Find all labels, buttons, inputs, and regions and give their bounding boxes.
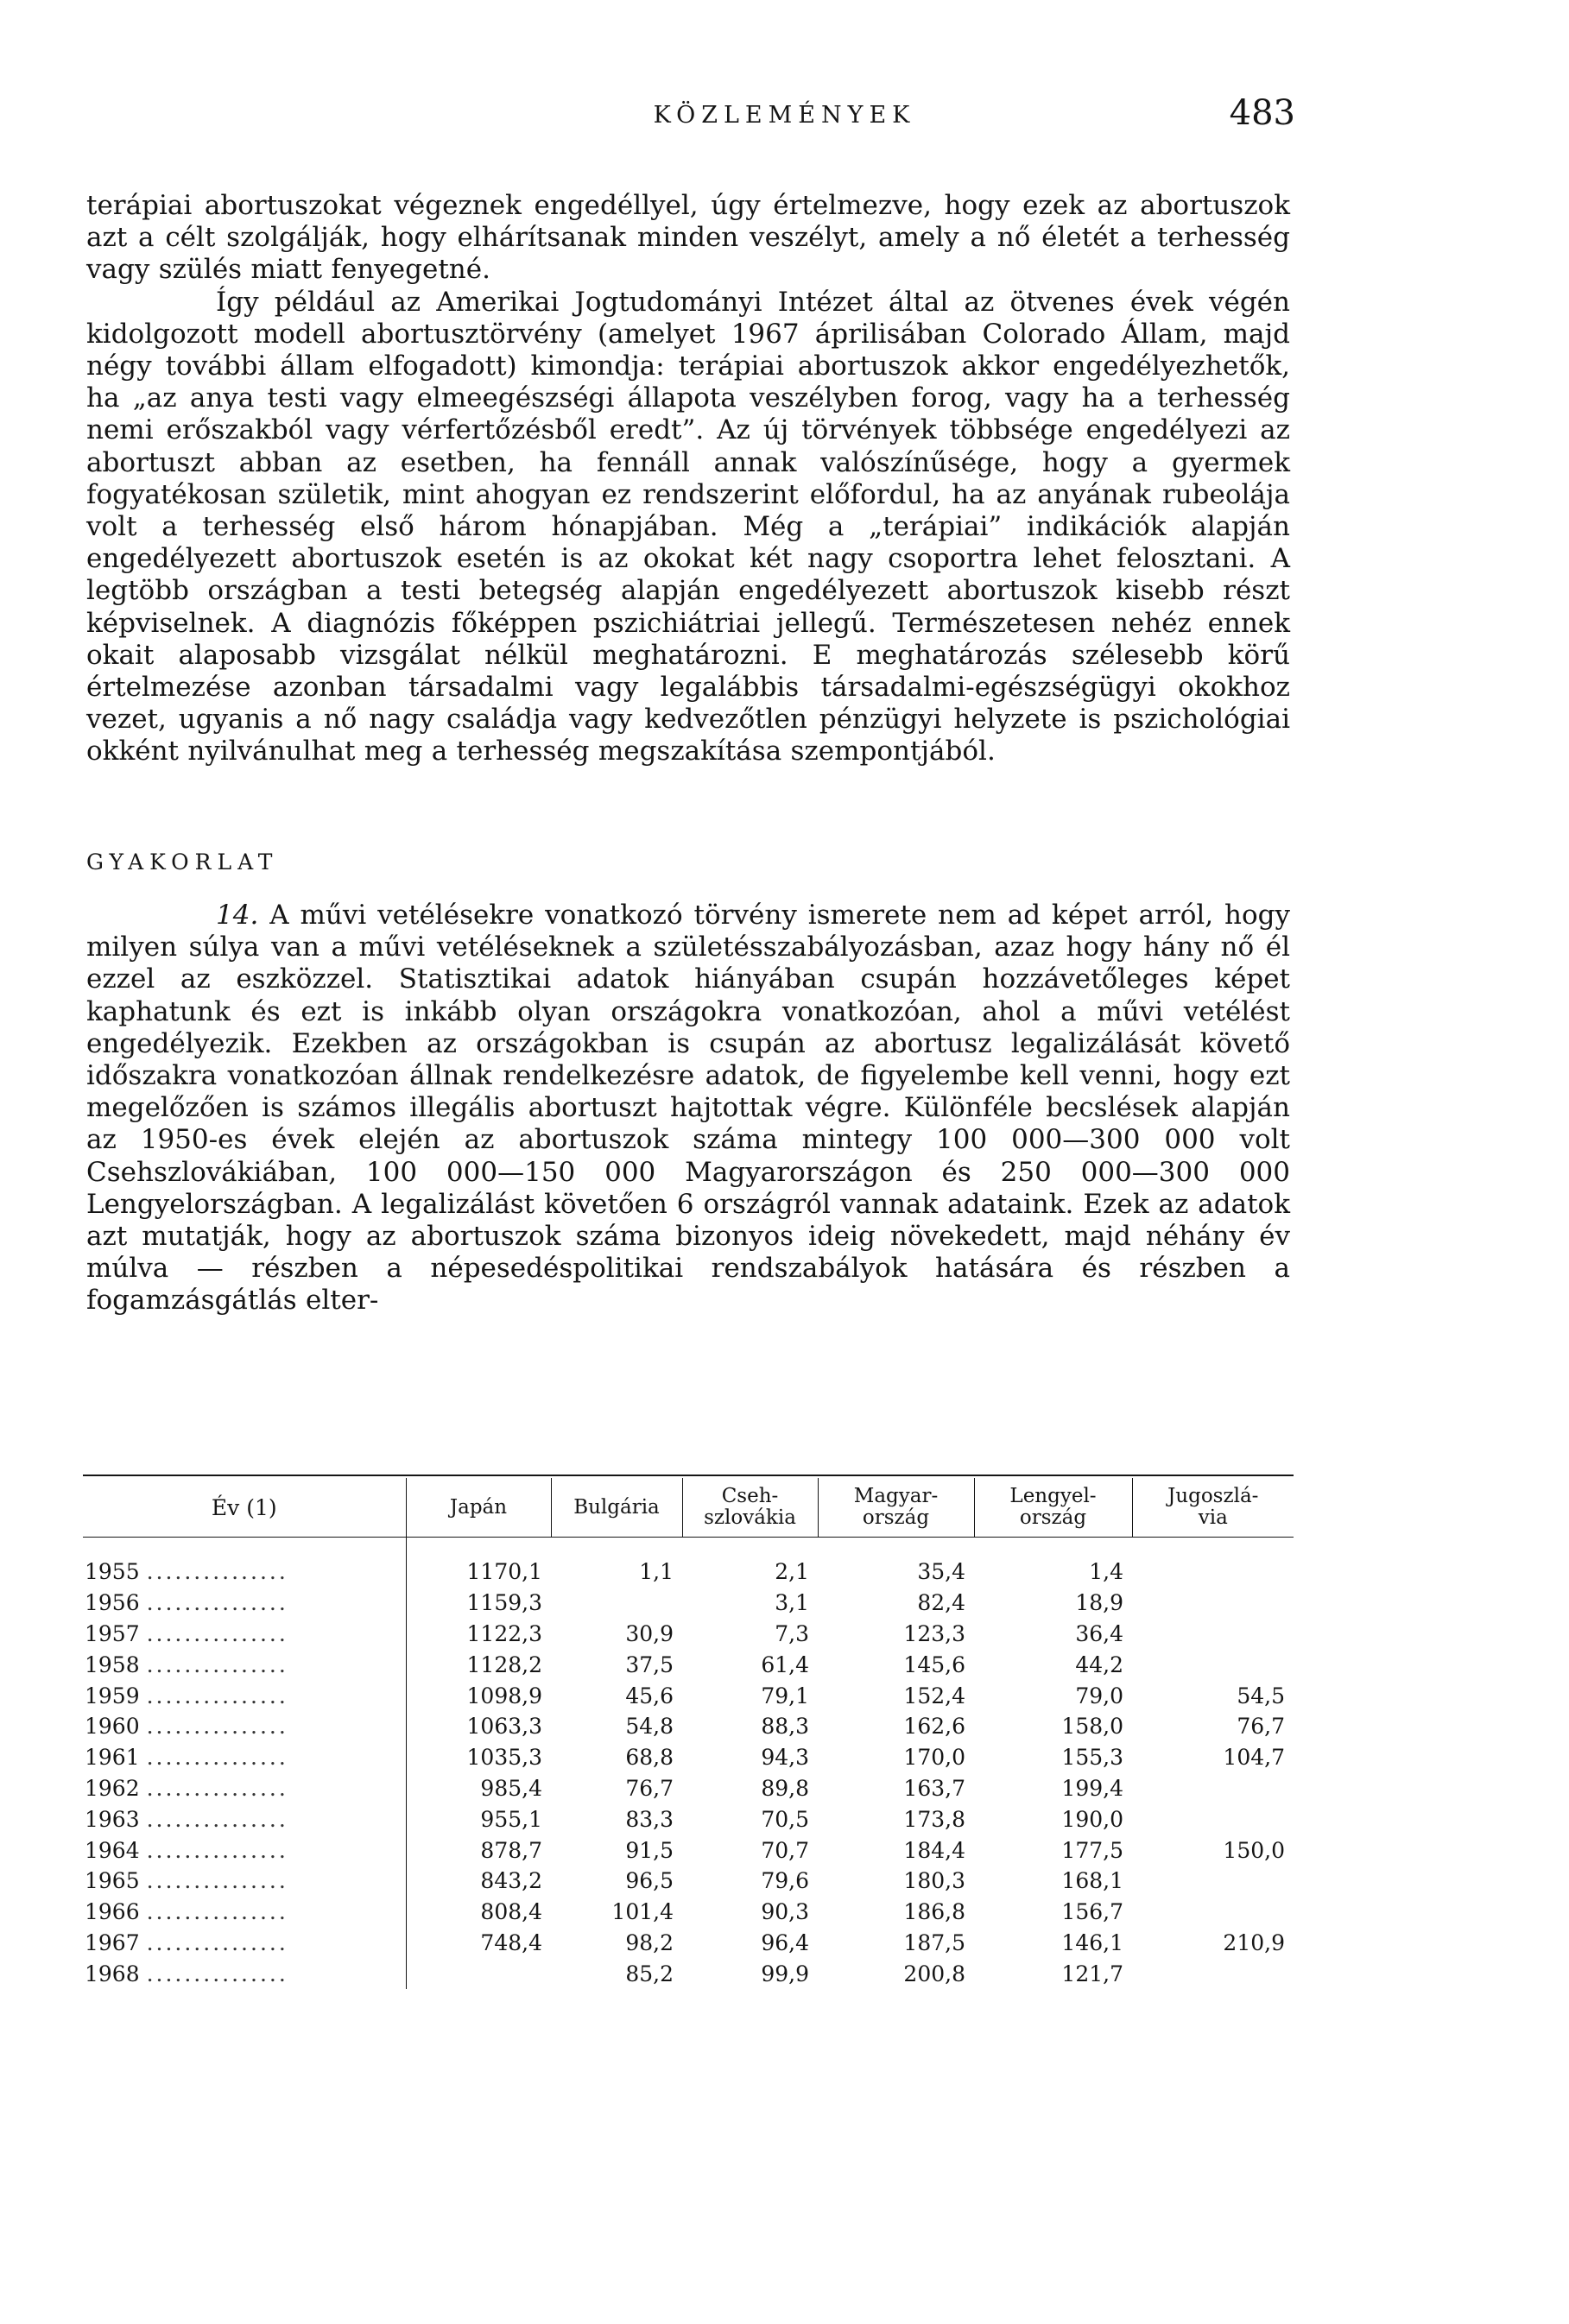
cell-bulgaria — [551, 1588, 682, 1619]
leader-dots: ............... — [146, 1683, 288, 1708]
leader-dots: ............... — [146, 1837, 288, 1863]
cell-poland: 1,4 — [1089, 1559, 1123, 1585]
cell-yugoslavia — [1132, 1538, 1294, 1588]
paragraph-number: 14. — [216, 900, 259, 931]
column-header-hungary: Magyar- ország — [818, 1478, 974, 1538]
cell-hungary: 184,4 — [903, 1837, 965, 1863]
cell-hungary: 162,6 — [903, 1714, 965, 1740]
table-row — [83, 1803, 1294, 1835]
cell-bulgaria: 45,6 — [625, 1683, 674, 1708]
year-label: 1956 — [85, 1590, 140, 1616]
cell-hungary: 145,6 — [903, 1651, 965, 1677]
column-header-yugoslavia: Jugoszlá- via — [1132, 1478, 1294, 1538]
table-row — [83, 1897, 1294, 1928]
year-label: 1960 — [85, 1714, 140, 1740]
cell-yugoslavia — [1132, 1897, 1294, 1928]
cell-poland: 155,3 — [1061, 1745, 1123, 1771]
year-label: 1955 — [85, 1559, 140, 1585]
cell-hungary: 170,0 — [903, 1745, 965, 1771]
body-text-top — [86, 190, 1290, 768]
cell-czechoslovakia: 2,1 — [775, 1559, 809, 1585]
cell-hungary: 200,8 — [903, 1961, 965, 1986]
table-row — [83, 1773, 1294, 1804]
cell-year — [83, 1588, 406, 1619]
cell-poland: 121,7 — [1061, 1961, 1123, 1986]
year-label: 1967 — [85, 1929, 140, 1955]
cell-poland: 190,0 — [1061, 1806, 1123, 1832]
table-row — [83, 1680, 1294, 1711]
cell-japan: 955,1 — [406, 1803, 551, 1835]
cell-year — [83, 1958, 406, 1989]
year-label: 1968 — [85, 1961, 140, 1986]
cell-czechoslovakia: 70,5 — [761, 1806, 809, 1832]
table-row — [83, 1711, 1294, 1742]
cell-japan: 1170,1 — [406, 1538, 551, 1588]
cell-poland: 44,2 — [1075, 1651, 1123, 1677]
cell-hungary: 152,4 — [903, 1683, 965, 1708]
table-row — [83, 1928, 1294, 1959]
leader-dots: ............... — [146, 1899, 288, 1925]
cell-japan: 878,7 — [406, 1835, 551, 1866]
cell-bulgaria: 101,4 — [611, 1899, 674, 1925]
table-header-row — [83, 1478, 1294, 1538]
leader-dots: ............... — [146, 1806, 288, 1832]
year-label: 1964 — [85, 1837, 140, 1863]
cell-japan — [406, 1958, 551, 1989]
cell-czechoslovakia: 89,8 — [761, 1775, 809, 1801]
cell-year — [83, 1711, 406, 1742]
cell-japan: 1122,3 — [406, 1619, 551, 1650]
paragraph-continued: terápiai abortuszokat végeznek engedéllyel, úgy értelmezve, hogy ezek az abortuszok azt a célt szolgálják, hogy elhárítsanak minden veszélyt, amely a nő életét a terhesség vagy szülés miatt fenyegetné. — [86, 190, 1290, 286]
cell-japan: 808,4 — [406, 1897, 551, 1928]
cell-year — [83, 1866, 406, 1897]
table-body — [83, 1538, 1294, 1990]
cell-czechoslovakia: 96,4 — [761, 1929, 809, 1955]
leader-dots: ............... — [146, 1961, 288, 1986]
paragraph-14-text: A művi vetélésekre vonatkozó törvény ismerete nem ad képet arról, hogy milyen súlya van a művi vetéléseknek a születésszabályozásban, azaz hogy hány nő él ezzel az eszközzel. Statisztikai adatok hiányában csupán hozzávetőleges képet kaphatunk és ezt is inkább olyan országokra vonatkozóan, ahol a művi vetélést engedélyezik. Ezekben az országokban is csupán az abortusz legalizálását követő időszakra vonatkozóan állnak rendelkezésre adatok, de figyelembe kell venni, hogy ezt megelőzően is számos illegális abortuszt hajtottak végre. Különféle becslések alapján az 1950-es évek elején az abortuszok száma mintegy 100 000—300 000 volt Csehszlovákiában, 100 000—150 000 Magyarországon és 250 000—300 000 Lengyelországban. A legalizálást követően 6 országról vannak adataink. Ezek az adatok azt mutatják, hogy az abortuszok száma bizonyos ideig növekedett, majd néhány év múlva — részben a népesedéspolitikai rendszabályok hatására és részben a fogamzásgátlás elter- — [86, 900, 1290, 1317]
cell-yugoslavia: 76,7 — [1237, 1714, 1285, 1740]
running-title: KÖZLEMÉNYEK — [653, 102, 916, 129]
cell-czechoslovakia: 7,3 — [775, 1620, 809, 1646]
cell-bulgaria: 68,8 — [625, 1745, 674, 1771]
column-header-japan: Japán — [406, 1478, 551, 1538]
cell-yugoslavia: 104,7 — [1223, 1745, 1285, 1771]
cell-poland: 168,1 — [1061, 1868, 1123, 1894]
cell-hungary: 35,4 — [917, 1559, 965, 1585]
cell-hungary: 180,3 — [903, 1868, 965, 1894]
cell-hungary: 163,7 — [903, 1775, 965, 1801]
column-header-year: Év (1) — [83, 1478, 406, 1538]
year-label: 1958 — [85, 1651, 140, 1677]
cell-japan: 843,2 — [406, 1866, 551, 1897]
cell-poland: 158,0 — [1061, 1714, 1123, 1740]
table-row — [83, 1649, 1294, 1680]
cell-yugoslavia — [1132, 1803, 1294, 1835]
cell-poland: 36,4 — [1075, 1620, 1123, 1646]
cell-poland: 199,4 — [1061, 1775, 1123, 1801]
cell-year — [83, 1649, 406, 1680]
cell-bulgaria: 83,3 — [625, 1806, 674, 1832]
cell-czechoslovakia: 79,6 — [761, 1868, 809, 1894]
cell-japan: 1159,3 — [406, 1588, 551, 1619]
leader-dots: ............... — [146, 1559, 288, 1585]
cell-japan: 1128,2 — [406, 1649, 551, 1680]
body-text-practice — [86, 900, 1290, 1317]
cell-czechoslovakia: 61,4 — [761, 1651, 809, 1677]
column-header-czechoslovakia: Cseh- szlovákia — [682, 1478, 818, 1538]
cell-year — [83, 1835, 406, 1866]
cell-poland: 18,9 — [1075, 1590, 1123, 1616]
cell-poland: 177,5 — [1061, 1837, 1123, 1863]
table-row — [83, 1958, 1294, 1989]
cell-bulgaria: 85,2 — [625, 1961, 674, 1986]
cell-year — [83, 1742, 406, 1773]
year-label: 1965 — [85, 1868, 140, 1894]
cell-yugoslavia — [1132, 1649, 1294, 1680]
cell-yugoslavia — [1132, 1773, 1294, 1804]
paragraph-14 — [86, 900, 1290, 1317]
cell-yugoslavia — [1132, 1588, 1294, 1619]
cell-year — [83, 1803, 406, 1835]
year-label: 1962 — [85, 1775, 140, 1801]
cell-czechoslovakia: 90,3 — [761, 1899, 809, 1925]
year-label: 1966 — [85, 1899, 140, 1925]
cell-bulgaria: 37,5 — [625, 1651, 674, 1677]
column-header-poland: Lengyel- ország — [974, 1478, 1132, 1538]
cell-hungary: 187,5 — [903, 1929, 965, 1955]
leader-dots: ............... — [146, 1745, 288, 1771]
page-number: 483 — [1229, 93, 1295, 133]
cell-bulgaria: 91,5 — [625, 1837, 674, 1863]
leader-dots: ............... — [146, 1590, 288, 1616]
cell-poland: 156,7 — [1061, 1899, 1123, 1925]
year-label: 1961 — [85, 1745, 140, 1771]
cell-year — [83, 1897, 406, 1928]
table-row — [83, 1866, 1294, 1897]
table-row — [83, 1835, 1294, 1866]
cell-bulgaria: 30,9 — [625, 1620, 674, 1646]
cell-yugoslavia — [1132, 1958, 1294, 1989]
cell-year — [83, 1619, 406, 1650]
year-label: 1957 — [85, 1620, 140, 1646]
table-row — [83, 1742, 1294, 1773]
cell-poland: 146,1 — [1061, 1929, 1123, 1955]
cell-poland: 79,0 — [1075, 1683, 1123, 1708]
cell-year — [83, 1538, 406, 1588]
leader-dots: ............... — [146, 1651, 288, 1677]
leader-dots: ............... — [146, 1868, 288, 1894]
cell-hungary: 173,8 — [903, 1806, 965, 1832]
cell-yugoslavia — [1132, 1619, 1294, 1650]
leader-dots: ............... — [146, 1620, 288, 1646]
section-heading: GYAKORLAT — [86, 849, 279, 875]
cell-year — [83, 1680, 406, 1711]
cell-bulgaria: 1,1 — [639, 1559, 674, 1585]
cell-japan: 1098,9 — [406, 1680, 551, 1711]
cell-year — [83, 1773, 406, 1804]
year-label: 1959 — [85, 1683, 140, 1708]
cell-japan: 985,4 — [406, 1773, 551, 1804]
cell-czechoslovakia: 99,9 — [761, 1961, 809, 1986]
table-row — [83, 1538, 1294, 1588]
cell-czechoslovakia: 94,3 — [761, 1745, 809, 1771]
cell-bulgaria: 76,7 — [625, 1775, 674, 1801]
table-row — [83, 1619, 1294, 1650]
table-row — [83, 1588, 1294, 1619]
table-top-rule — [83, 1475, 1294, 1476]
cell-japan: 1063,3 — [406, 1711, 551, 1742]
leader-dots: ............... — [146, 1929, 288, 1955]
year-label: 1963 — [85, 1806, 140, 1832]
cell-czechoslovakia: 70,7 — [761, 1837, 809, 1863]
cell-japan: 748,4 — [406, 1928, 551, 1959]
cell-yugoslavia: 210,9 — [1223, 1929, 1285, 1955]
cell-yugoslavia: 54,5 — [1237, 1683, 1285, 1708]
cell-czechoslovakia: 3,1 — [775, 1590, 809, 1616]
cell-bulgaria: 98,2 — [625, 1929, 674, 1955]
cell-yugoslavia — [1132, 1866, 1294, 1897]
cell-bulgaria: 54,8 — [625, 1714, 674, 1740]
cell-yugoslavia: 150,0 — [1223, 1837, 1285, 1863]
cell-hungary: 123,3 — [903, 1620, 965, 1646]
cell-czechoslovakia: 79,1 — [761, 1683, 809, 1708]
cell-year — [83, 1928, 406, 1959]
column-header-bulgaria: Bulgária — [551, 1478, 682, 1538]
leader-dots: ............... — [146, 1714, 288, 1740]
cell-bulgaria: 96,5 — [625, 1868, 674, 1894]
abortion-statistics-table — [83, 1478, 1294, 1989]
cell-hungary: 82,4 — [917, 1590, 965, 1616]
cell-hungary: 186,8 — [903, 1899, 965, 1925]
cell-czechoslovakia: 88,3 — [761, 1714, 809, 1740]
leader-dots: ............... — [146, 1775, 288, 1801]
paragraph-example: Így például az Amerikai Jogtudományi Intézet által az ötvenes évek végén kidolgozott modell abortusztörvény (amelyet 1967 áprilisában Colorado Állam, majd négy további állam elfogadott) kimondja: terápiai abortuszok akkor engedélyezhetők, ha „az anya testi vagy elmeegészségi állapota veszélyben forog, vagy ha a terhesség nemi erőszakból vagy vérfertőzésből eredt”. Az új törvények többsége engedélyezi az abortuszt abban az esetben, ha fennáll annak valószínűsége, hogy a gyermek fogyatékosan születik, mint ahogyan ez rendszerint előfordul, ha az anyának rubeolája volt a terhesség első három hónapjában. Még a „terápiai” indikációk alapján engedélyezett abortuszok esetén is az okokat két nagy csoportra lehet felosztani. A legtöbb országban a testi betegség alapján engedélyezett abortuszok kisebb részt képviselnek. A diagnózis főképpen pszichiátriai jellegű. Természetesen nehéz ennek okait alaposabb vizsgálat nélkül meghatározni. E meghatározás szélesebb körű értelmezése azonban társadalmi vagy legalábbis társadalmi-egészségügyi okokhoz vezet, ugyanis a nő nagy családja vagy kedvezőtlen pénzügyi helyzete is pszichológiai okként nyilvánulhat meg a terhesség megszakítása szempontjából. — [86, 286, 1290, 767]
cell-japan: 1035,3 — [406, 1742, 551, 1773]
